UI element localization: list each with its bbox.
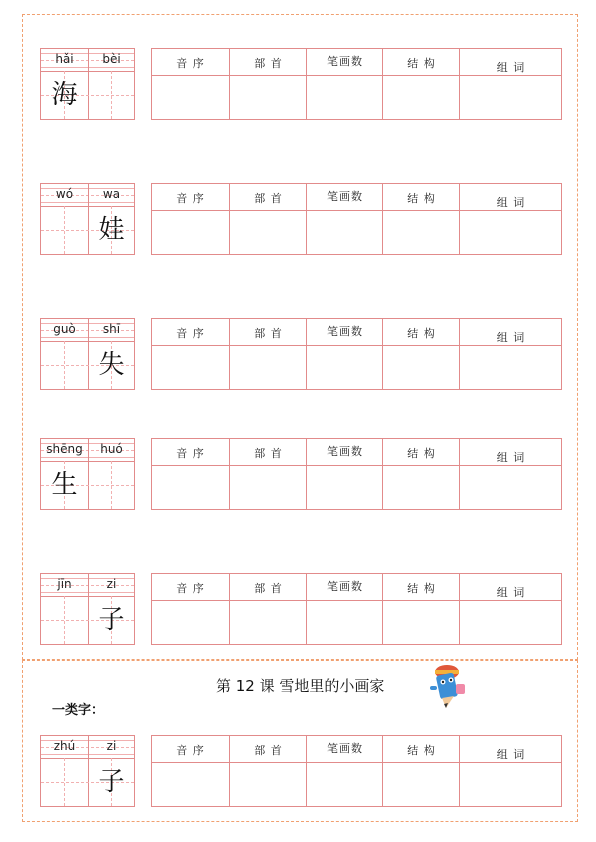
section-label: 一类字：	[52, 703, 105, 718]
hanzi-character: 失	[98, 350, 125, 380]
table-column	[229, 319, 307, 389]
table-column	[152, 574, 229, 644]
table-column	[306, 49, 383, 119]
answer-cell[interactable]	[460, 211, 562, 255]
answer-cell[interactable]	[307, 763, 383, 807]
table-column	[382, 184, 460, 254]
table-column	[306, 319, 383, 389]
table-column	[229, 49, 307, 119]
hanzi-character: 娃	[98, 215, 125, 245]
table-column	[459, 574, 562, 644]
column-header: 结 构	[407, 744, 436, 757]
character-info-table	[151, 573, 562, 645]
table-column	[382, 439, 460, 509]
table-column	[306, 574, 383, 644]
answer-cell[interactable]	[383, 601, 460, 645]
column-header: 笔画数	[327, 445, 363, 458]
answer-cell[interactable]	[307, 601, 383, 645]
column-header: 音 序	[176, 447, 205, 460]
pencil-mascot-icon	[425, 662, 471, 712]
pinyin-text: shī	[102, 322, 121, 336]
table-column	[382, 49, 460, 119]
column-header: 组 词	[496, 196, 526, 209]
pinyin-grid-box	[40, 183, 135, 255]
column-header: 组 词	[496, 451, 526, 464]
character-info-table	[151, 318, 562, 390]
column-header: 音 序	[176, 192, 205, 205]
character-info-table	[151, 735, 562, 807]
answer-cell[interactable]	[230, 763, 307, 807]
column-header: 部 首	[254, 192, 283, 205]
column-header: 笔画数	[327, 325, 363, 338]
hanzi-character: 生	[51, 470, 78, 500]
answer-cell[interactable]	[460, 763, 562, 807]
pinyin-text: hǎi	[55, 52, 74, 66]
table-column	[459, 184, 562, 254]
hanzi-character: 子	[98, 767, 125, 797]
column-header: 组 词	[496, 586, 526, 599]
column-header: 结 构	[407, 447, 436, 460]
table-column	[459, 49, 562, 119]
table-column	[229, 439, 307, 509]
answer-cell[interactable]	[152, 346, 229, 390]
answer-cell[interactable]	[307, 76, 383, 120]
table-column	[152, 736, 229, 806]
column-header: 结 构	[407, 582, 436, 595]
pinyin-grid-box	[40, 318, 135, 390]
pinyin-text: wó	[55, 187, 74, 201]
column-header: 笔画数	[327, 55, 363, 68]
answer-cell[interactable]	[460, 76, 562, 120]
column-header: 结 构	[407, 192, 436, 205]
answer-cell[interactable]	[383, 466, 460, 510]
column-header: 音 序	[176, 744, 205, 757]
table-column	[306, 736, 383, 806]
column-header: 笔画数	[327, 742, 363, 755]
column-header: 结 构	[407, 57, 436, 70]
table-column	[382, 736, 460, 806]
column-header: 音 序	[176, 57, 205, 70]
answer-cell[interactable]	[383, 763, 460, 807]
column-header: 笔画数	[327, 580, 363, 593]
pinyin-grid-box	[40, 438, 135, 510]
column-header: 音 序	[176, 327, 205, 340]
answer-cell[interactable]	[307, 346, 383, 390]
pinyin-text: wa	[102, 187, 121, 201]
table-column	[459, 439, 562, 509]
pinyin-text: huó	[100, 442, 123, 456]
table-column	[459, 319, 562, 389]
character-info-table	[151, 438, 562, 510]
table-column	[229, 184, 307, 254]
answer-cell[interactable]	[152, 211, 229, 255]
column-header: 笔画数	[327, 190, 363, 203]
table-column	[152, 319, 229, 389]
answer-cell[interactable]	[460, 466, 562, 510]
column-header: 组 词	[496, 748, 526, 761]
answer-cell[interactable]	[460, 601, 562, 645]
pinyin-grid-box	[40, 573, 135, 645]
column-header: 部 首	[254, 57, 283, 70]
table-column	[382, 574, 460, 644]
answer-cell[interactable]	[152, 466, 229, 510]
answer-cell[interactable]	[307, 466, 383, 510]
pinyin-grid-box	[40, 735, 135, 807]
answer-cell[interactable]	[230, 466, 307, 510]
answer-cell[interactable]	[152, 76, 229, 120]
answer-cell[interactable]	[230, 211, 307, 255]
column-header: 结 构	[407, 327, 436, 340]
answer-cell[interactable]	[230, 76, 307, 120]
pinyin-text: zi	[106, 577, 117, 591]
column-header: 组 词	[496, 61, 526, 74]
answer-cell[interactable]	[460, 346, 562, 390]
table-column	[152, 49, 229, 119]
pinyin-text: shēng	[46, 442, 83, 456]
table-column	[459, 736, 562, 806]
lesson-title: 第 12 课 雪地里的小画家	[216, 677, 385, 695]
column-header: 组 词	[496, 331, 526, 344]
pinyin-text: zi	[106, 739, 117, 753]
answer-cell[interactable]	[152, 601, 229, 645]
table-column	[229, 736, 307, 806]
table-column	[382, 319, 460, 389]
table-column	[152, 184, 229, 254]
answer-cell[interactable]	[383, 346, 460, 390]
table-column	[152, 439, 229, 509]
answer-cell[interactable]	[307, 211, 383, 255]
character-info-table	[151, 48, 562, 120]
pinyin-grid-box	[40, 48, 135, 120]
column-header: 部 首	[254, 447, 283, 460]
pinyin-text: zhú	[53, 739, 76, 753]
column-header: 音 序	[176, 582, 205, 595]
answer-cell[interactable]	[230, 601, 307, 645]
answer-cell[interactable]	[383, 76, 460, 120]
column-header: 部 首	[254, 327, 283, 340]
pinyin-text: bèi	[102, 52, 121, 66]
hanzi-character: 海	[51, 80, 78, 110]
pinyin-text: jīn	[57, 577, 72, 591]
pinyin-text: guò	[53, 322, 76, 336]
table-column	[306, 184, 383, 254]
answer-cell[interactable]	[152, 763, 229, 807]
hanzi-character: 子	[98, 605, 125, 635]
character-info-table	[151, 183, 562, 255]
column-header: 部 首	[254, 582, 283, 595]
table-column	[306, 439, 383, 509]
answer-cell[interactable]	[383, 211, 460, 255]
column-header: 部 首	[254, 744, 283, 757]
table-column	[229, 574, 307, 644]
answer-cell[interactable]	[230, 346, 307, 390]
